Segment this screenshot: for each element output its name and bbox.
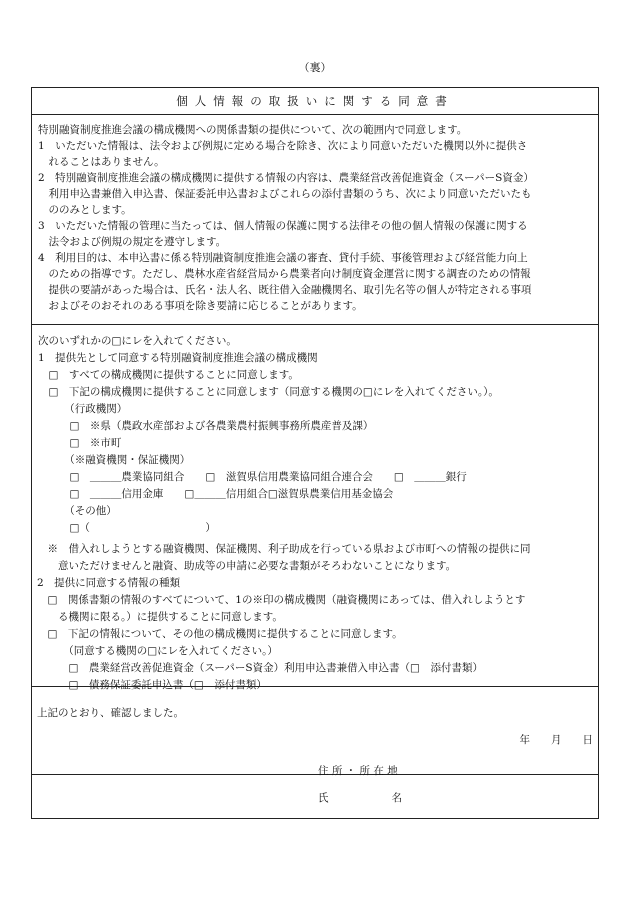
term-line: 3 いただいた情報の管理に当たっては、個人情報の保護に関する法律その他の個人情報の保護に関する xyxy=(38,220,528,232)
consent-all-checkbox[interactable]: □ すべての構成機関に提供することに同意します。 xyxy=(38,369,299,381)
term-line: およびそのおそれのある事項を除き要請に応じることがあります。 xyxy=(38,300,363,312)
loan-application-checkbox[interactable]: □ 農業経営改善促進資金（スーパーS資金）利用申込書兼借入申込書（□ 添付書類） xyxy=(37,662,483,674)
term-line: 提供の要請があった場合は、氏名・法人名、既往借入金融機関名、取引先名等の個人が特定される事項 xyxy=(38,284,532,296)
term-line: 1 いただいた情報は、法令および例規に定める場合を除き、次により同意いただいた機関以外に提供さ xyxy=(38,140,528,152)
choice-line: （※融資機関・保証機関） xyxy=(38,454,191,466)
page-mark: （裏） xyxy=(298,61,332,74)
other-checkbox[interactable]: □（ ） xyxy=(38,522,216,534)
finance-checkbox-row[interactable]: □ ＿＿＿信用金庫 □＿＿＿信用組合□滋賀県農業信用基金協会 xyxy=(38,488,394,500)
finance-checkbox-row[interactable]: □ ＿＿＿農業協同組合 □ 滋賀県信用農業協同組合連合会 □ ＿＿＿銀行 xyxy=(38,471,467,483)
term-line: 利用申込書兼借入申込書、保証委託申込書およびこれらの添付書類のうち、次により同意いただいたも xyxy=(38,188,532,200)
choice-line: （行政機関） xyxy=(38,403,128,415)
term-line: 2 特別融資制度推進会議の構成機関に提供する情報の内容は、農業経営改善促進資金（スーパーS資金） xyxy=(38,172,534,184)
info-all-checkbox[interactable]: □ 関係書類の情報のすべてについて、1の※印の構成機関（融資機関にあっては、借入れしようとす xyxy=(37,594,526,606)
term-line: ののみとします。 xyxy=(38,204,132,216)
choice-note: 意いただけませんと融資、助成等の申請に必要な書類がそろわないことになります。 xyxy=(37,560,457,572)
term-line: のための指導です。ただし、農林水産省経営局から農業者向け制度資金運営に関する調査のための情報 xyxy=(38,268,531,280)
consent-selected-checkbox[interactable]: □ 下記の構成機関に提供することに同意します（同意する機関の□にレを入れてください。）。 xyxy=(38,386,499,398)
prefecture-checkbox[interactable]: □ ※県（農政水産部および各農業農村振興事務所農産普及課） xyxy=(38,420,374,432)
choice-line: （その他） xyxy=(38,505,117,517)
term-line: 法令および例規の規定を遵守します。 xyxy=(38,236,227,248)
choice-line: る機関に限る。）に提供することに同意します。 xyxy=(37,611,283,623)
date-field[interactable]: 年 月 日 xyxy=(519,734,593,746)
guarantee-application-checkbox[interactable]: □ 債務保証委託申込書（□ 添付書類） xyxy=(37,679,267,691)
municipality-checkbox[interactable]: □ ※市町 xyxy=(38,437,122,449)
address-label: 住 所 ・ 所 在 地 xyxy=(318,765,398,777)
consent-form xyxy=(31,87,599,819)
terms-section xyxy=(32,115,598,325)
term-line: 4 利用目的は、本申込書に係る特別融資制度推進会議の審査、貸付手続、事後管理および経営能力向上 xyxy=(38,252,528,264)
choice-line: 次のいずれかの□にレを入れてください。 xyxy=(38,335,237,347)
choice-line: （同意する機関の□にレを入れてください。） xyxy=(37,645,278,657)
confirm-text: 上記のとおり、確認しました。 xyxy=(37,707,184,719)
choice-section xyxy=(32,325,598,775)
choice-line: 1 提供先として同意する特別融資制度推進会議の構成機関 xyxy=(38,352,318,364)
intro-text: 特別融資制度推進会議の構成機関への関係書類の提供について、次の範囲内で同意します。 xyxy=(38,124,468,136)
info-selected-checkbox[interactable]: □ 下記の情報について、その他の構成機関に提供することに同意します。 xyxy=(37,628,403,640)
name-label: 氏 名 xyxy=(318,792,402,804)
choice-note: ※ 借入れしようとする融資機関、保証機関、利子助成を行っている県および市町への情報の提供に同 xyxy=(37,543,531,555)
form-title: 個人情報の取扱いに関する同意書 xyxy=(32,88,598,115)
choice-line: 2 提供に同意する情報の種類 xyxy=(37,577,181,589)
term-line: れることはありません。 xyxy=(38,156,165,168)
